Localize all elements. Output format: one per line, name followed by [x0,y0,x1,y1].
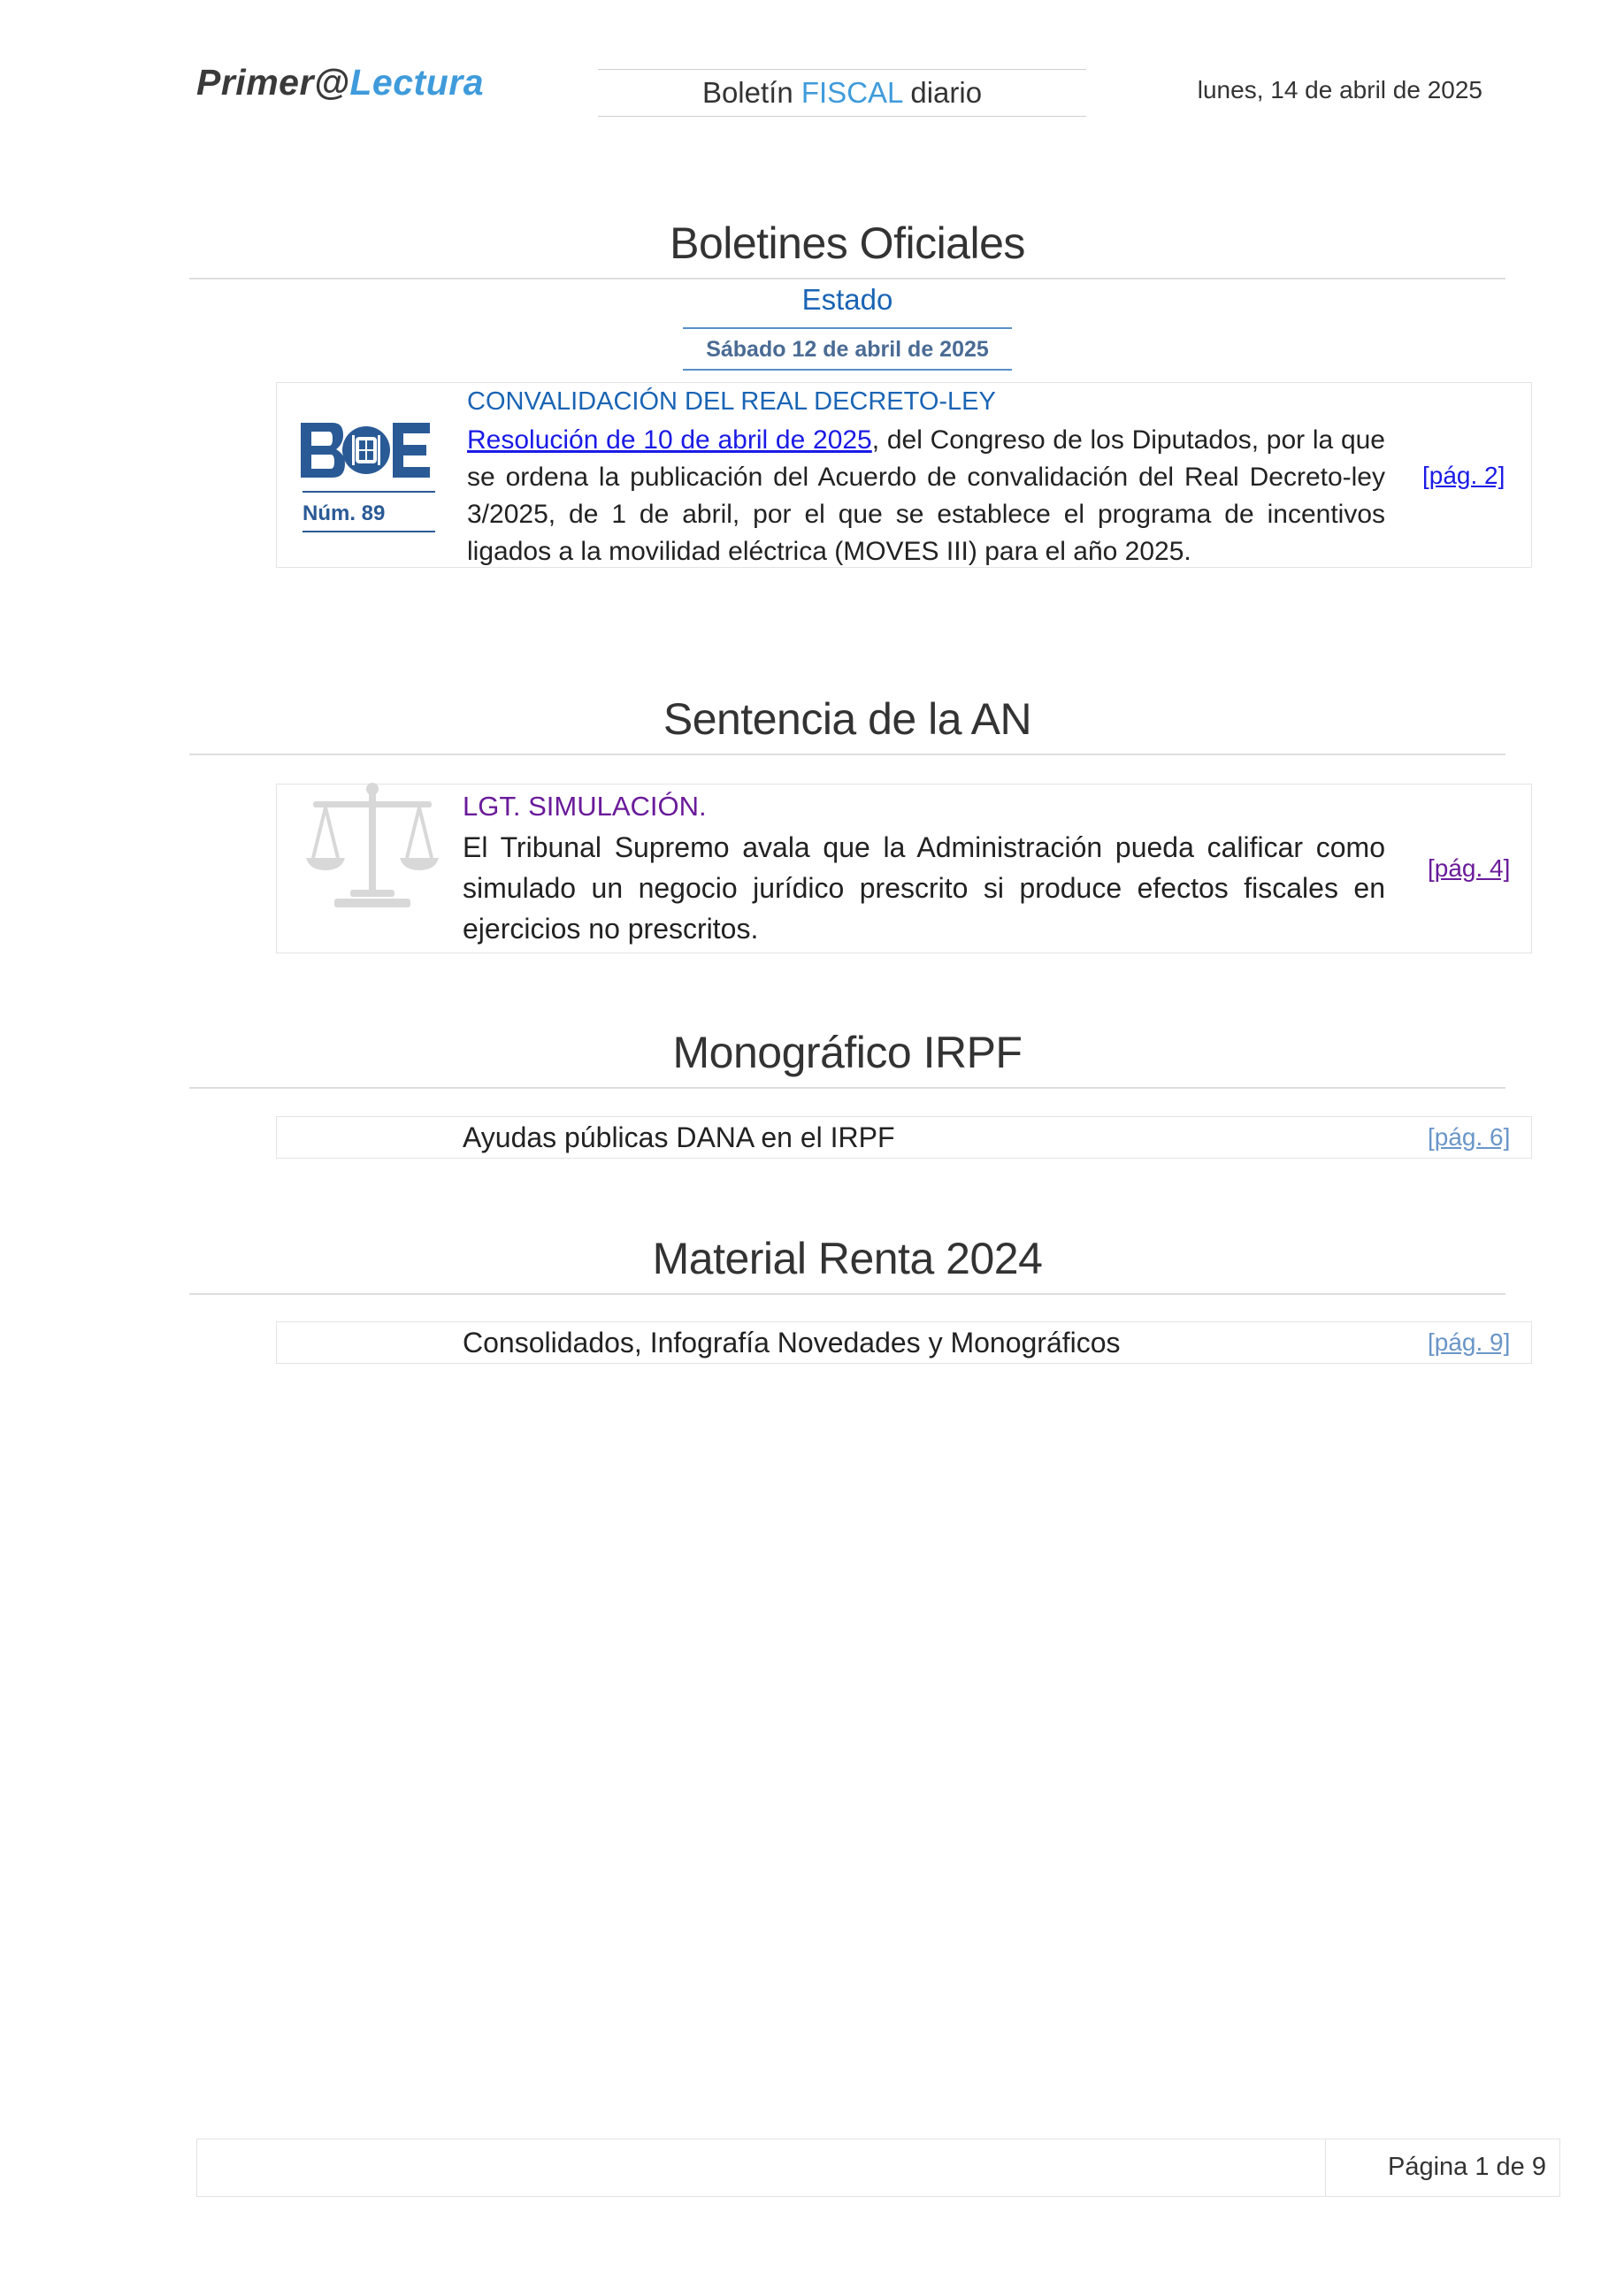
logo-text-primary: Primer@ [196,62,350,103]
page-number: Página 1 de 9 [1388,2153,1546,2181]
entry-body-convalidacion [467,422,1385,570]
entry-consolidados: Consolidados, Infografía Novedades y Monográficos [463,1327,1121,1358]
date-divider [683,369,1012,371]
section-title-material: Material Renta 2024 [652,1234,1043,1283]
section-title-sentencia: Sentencia de la AN [663,694,1032,744]
entry-body-simulacion: El Tribunal Supremo avala que la Administración pueda calificar como simulado un negocio jurídico prescrito si produce efectos fiscales en ejercicios no prescritos. [463,831,1385,945]
section-title-monografico: Monográfico IRPF [672,1028,1023,1077]
page-link-9[interactable]: [pág. 9] [1428,1328,1511,1356]
boe-number-rule-top [303,491,435,493]
logo-text-secondary: Lectura [349,62,484,103]
boe-number-rule-bottom [303,531,435,532]
entry-title-convalidacion: CONVALIDACIÓN DEL REAL DECRETO-LEY [467,387,996,416]
page-link-2[interactable]: [pág. 2] [1422,462,1505,489]
entry-body-text: , del Congreso de los Diputados, por la que se ordena la publicación del Acuerdo de convalidación del Real Decreto-ley 3/2025, de 1 de abril, por el que se establece el programa de incentivos ligados a la movilidad eléctrica (MOVES III) para el año 2025. [467,425,1385,566]
page-link-6[interactable]: [pág. 6] [1428,1123,1511,1151]
section-divider [189,1293,1505,1295]
brand-logo [196,62,484,103]
boletin-date: Sábado 12 de abril de 2025 [706,337,989,362]
page-link-4[interactable]: [pág. 4] [1428,854,1511,882]
boe-number: Núm. 89 [303,501,386,525]
section-subtitle-estado: Estado [801,283,893,316]
subtitle-divider [683,327,1012,329]
footer-separator [1325,2139,1326,2197]
section-divider [189,1087,1505,1089]
bulletin-title [598,69,1086,117]
entry-title-simulacion: LGT. SIMULACIÓN. [463,791,707,822]
section-title-boletines: Boletines Oficiales [670,218,1025,268]
section-divider [189,278,1505,279]
section-divider [189,754,1505,755]
resolucion-link[interactable]: Resolución de 10 de abril de 2025 [467,425,872,455]
bulletin-title-accent: FISCAL [801,76,903,109]
bulletin-title-suffix: diario [902,76,983,109]
header-date: lunes, 14 de abril de 2025 [1197,76,1482,103]
scales-of-justice-icon [306,782,439,909]
boe-logo-icon [301,423,430,478]
entry-ayudas-dana: Ayudas públicas DANA en el IRPF [463,1121,895,1153]
bulletin-title-prefix: Boletín [701,76,801,109]
